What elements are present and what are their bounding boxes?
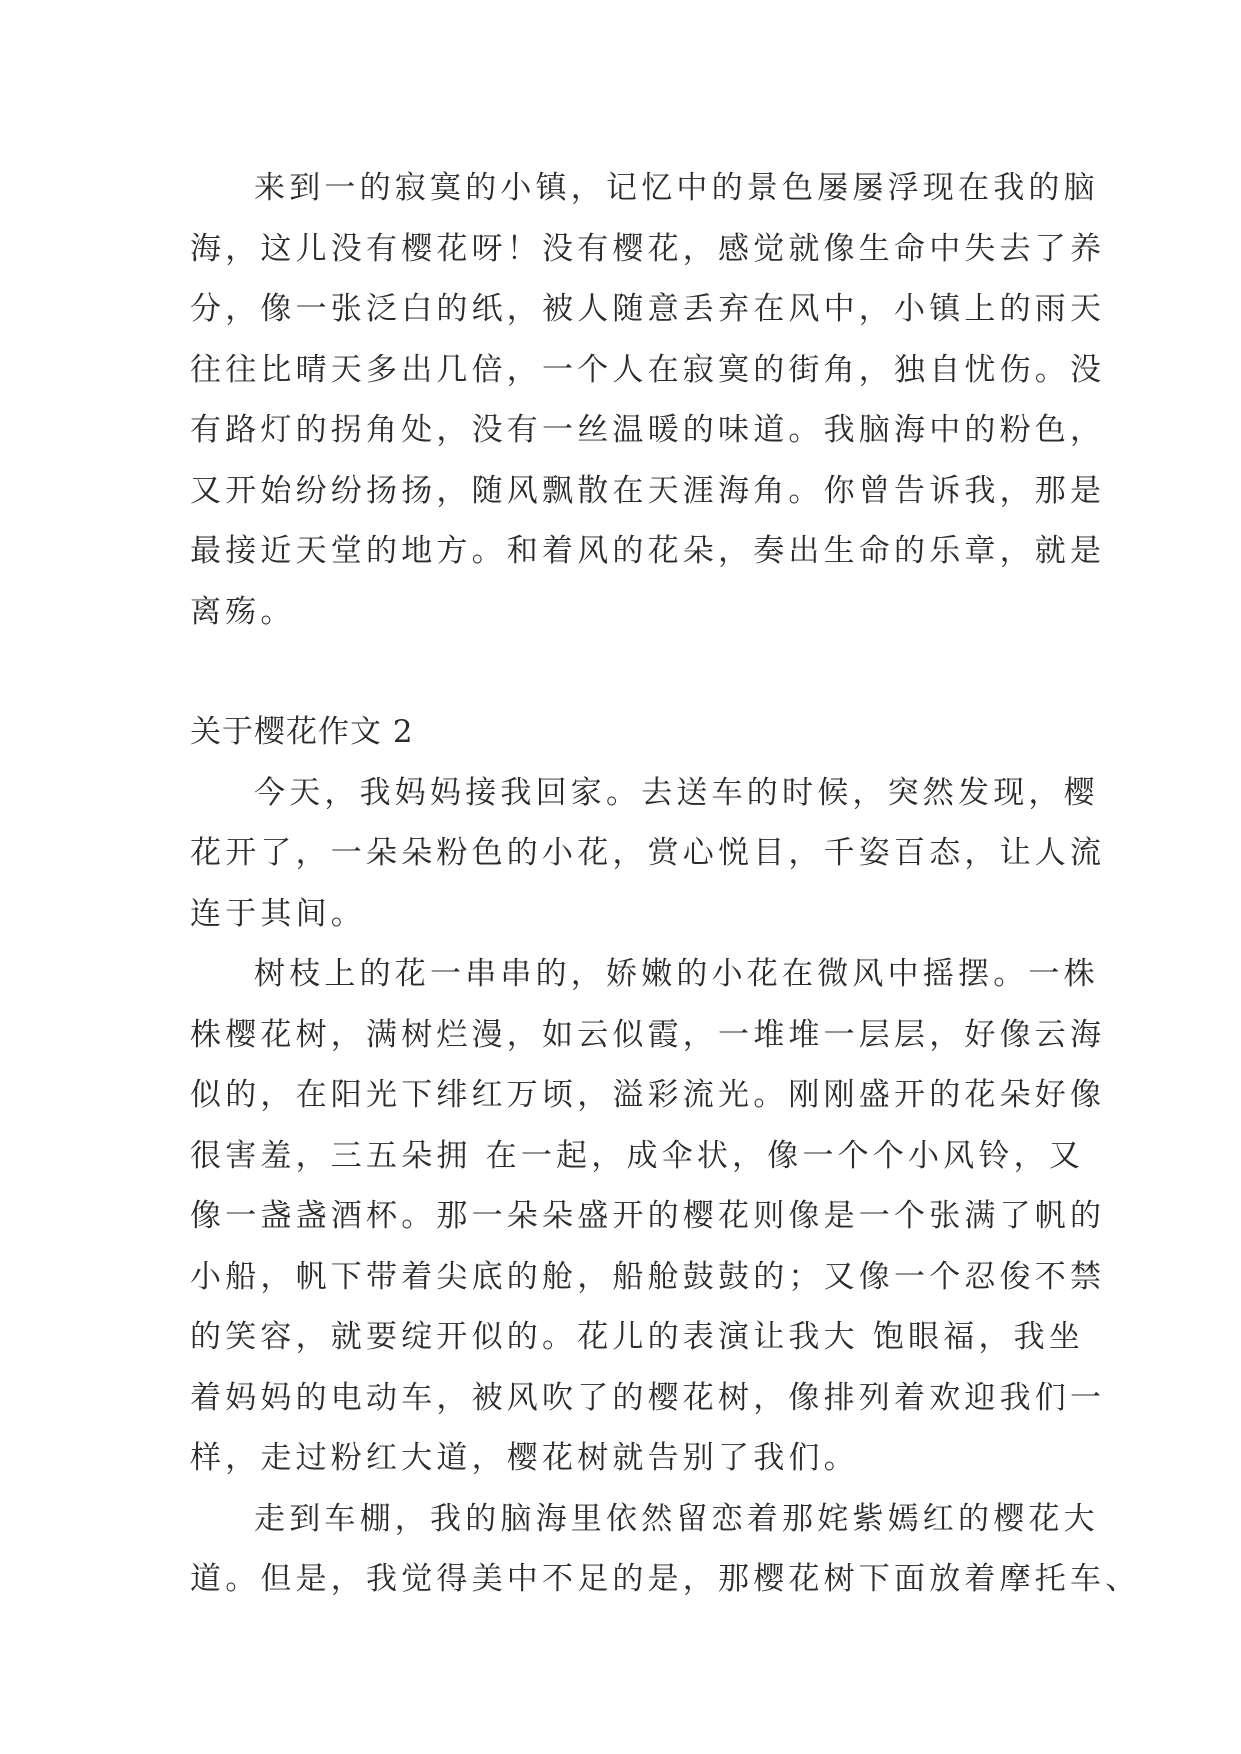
- text-line: 有路灯的拐角处，没有一丝温暖的味道。我脑海中的粉色，: [190, 412, 1106, 448]
- paragraph-3: [190, 944, 1106, 1489]
- text-line: 树枝上的花一串串的，娇嫩的小花在微风中摇摆。一株: [254, 956, 1099, 992]
- text-line: 离殇。: [190, 593, 296, 630]
- text-line: 今天，我妈妈接我回家。去送车的时候，突然发现，樱: [254, 774, 1099, 811]
- paragraph-2: [190, 763, 1106, 945]
- text-line: 着妈妈的电动车，被风吹了的樱花树，像排列着欢迎我们一: [190, 1379, 1106, 1416]
- text-line: 似的，在阳光下绯红万顷，溢彩流光。刚刚盛开的花朵好像: [190, 1077, 1106, 1113]
- text-line: 的笑容，就要绽开似的。花儿的表演让我大 饱眼福，我坐: [190, 1319, 1085, 1355]
- text-line: 像一盏盏酒杯。那一朵朵盛开的樱花则像是一个张满了帆的: [190, 1198, 1106, 1234]
- text-line: 样，走过粉红大道，樱花树就告别了我们。: [190, 1440, 859, 1476]
- text-line: 道。但是，我觉得美中不足的是，那樱花树下面放着摩托车、: [190, 1561, 1141, 1597]
- text-line: 株樱花树，满树烂漫，如云似霞，一堆堆一层层，好像云海: [190, 1016, 1106, 1053]
- text-line: 很害羞，三五朵拥 在一起，成伞状，像一个个小风铃，又: [190, 1137, 1085, 1174]
- text-line: 最接近天堂的地方。和着风的花朵，奏出生命的乐章，就是: [190, 533, 1106, 569]
- section-heading: 关于樱花作文 2: [190, 714, 414, 750]
- text-line: 走到车棚，我的脑海里依然留恋着那姹紫嫣红的樱花大: [254, 1500, 1099, 1537]
- paragraph-1: [190, 158, 1106, 642]
- text-line: 小船，帆下带着尖底的舱，船舱鼓鼓的；又像一个忍俊不禁: [190, 1258, 1106, 1295]
- text-line: 花开了，一朵朵粉色的小花，赏心悦目，千姿百态，让人流: [190, 835, 1106, 871]
- text-line: 来到一的寂寞的小镇，记忆中的景色屡屡浮现在我的脑: [254, 170, 1099, 206]
- document-body: [190, 158, 1141, 1610]
- text-line: 又开始纷纷扬扬，随风飘散在天涯海角。你曾告诉我，那是: [190, 472, 1106, 509]
- text-line: 连于其间。: [190, 895, 366, 932]
- paragraph-4: [190, 1489, 1141, 1610]
- text-line: 海，这儿没有樱花呀！没有樱花，感觉就像生命中失去了养: [190, 230, 1106, 267]
- text-line: 往往比晴天多出几倍，一个人在寂寞的街角，独自忧伤。没: [190, 351, 1106, 388]
- text-line: 分，像一张泛白的纸，被人随意丢弃在风中，小镇上的雨天: [190, 291, 1106, 327]
